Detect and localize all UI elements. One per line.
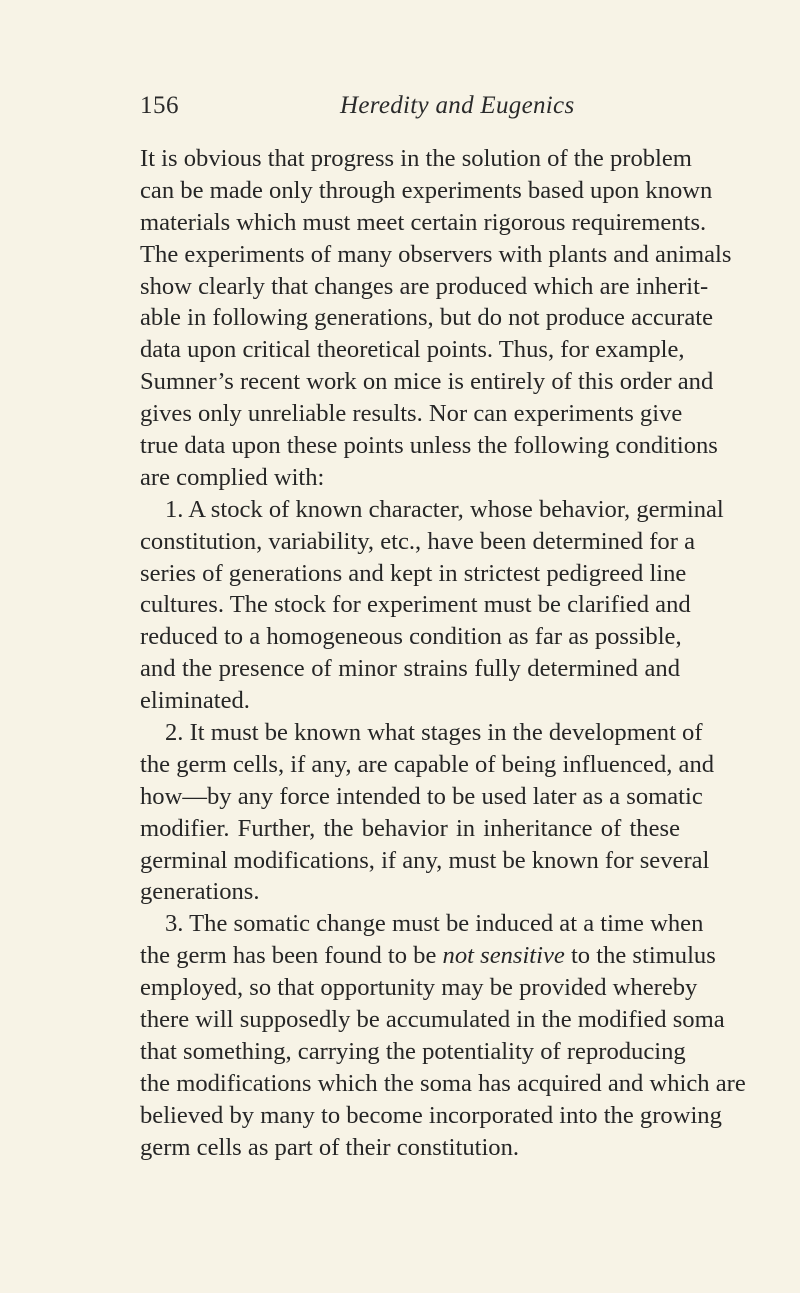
running-head	[140, 92, 680, 132]
text-line: can be made only through experiments based upon known	[140, 176, 713, 204]
italic-phrase: not sensitive	[442, 942, 565, 970]
body-text	[140, 143, 746, 1164]
page-number: 156	[140, 92, 179, 119]
text-line: how—by any force intended to be used later as a somatic	[140, 782, 703, 810]
text-segment: the germ has been found to be	[140, 942, 443, 970]
text-line: data upon critical theoretical points. Thus, for example,	[140, 336, 685, 364]
text-line: germinal modifications, if any, must be known for several	[140, 846, 710, 874]
list-item-3-line: 3. The somatic change must be induced at a time when	[165, 910, 704, 938]
text-line: gives only unreliable results. Nor can experiments give	[140, 400, 683, 428]
list-item-2-line: 2. It must be known what stages in the development of	[165, 719, 703, 747]
text-line: able in following generations, but do not produce accurate	[140, 304, 713, 332]
text-line: reduced to a homogeneous condition as far as possible,	[140, 623, 682, 651]
running-title: Heredity and Eugenics	[340, 92, 575, 119]
text-segment: to the stimulus	[564, 942, 716, 970]
text-line-with-italic	[140, 940, 716, 972]
text-line: are complied with:	[140, 463, 325, 491]
text-line: modifier. Further, the behavior in inheritance of these	[140, 814, 680, 842]
list-item-1-line: 1. A stock of known character, whose behavior, germinal	[165, 495, 724, 523]
text-line: eliminated.	[140, 687, 250, 715]
text-line: generations.	[140, 878, 260, 906]
text-line: cultures. The stock for experiment must be clarified and	[140, 591, 691, 619]
text-line: show clearly that changes are produced which are inherit-	[140, 272, 709, 300]
text-line: believed by many to become incorporated into the growing	[140, 1101, 722, 1129]
text-line: there will supposedly be accumulated in the modified soma	[140, 1006, 725, 1034]
text-line: true data upon these points unless the following conditions	[140, 432, 718, 460]
text-line: germ cells as part of their constitution.	[140, 1133, 520, 1161]
text-line: The experiments of many observers with plants and animals	[140, 240, 732, 268]
text-line: series of generations and kept in strictest pedigreed line	[140, 559, 687, 587]
text-line: constitution, variability, etc., have been determined for a	[140, 527, 695, 555]
text-line: Sumner’s recent work on mice is entirely of this order and	[140, 368, 714, 396]
text-line: the modifications which the soma has acquired and which are	[140, 1069, 746, 1097]
text-line: materials which must meet certain rigorous requirements.	[140, 208, 707, 236]
text-line: that something, carrying the potentiality of reproducing	[140, 1037, 686, 1065]
text-line: It is obvious that progress in the solution of the problem	[140, 145, 692, 172]
text-line: employed, so that opportunity may be provided whereby	[140, 974, 698, 1002]
text-line: and the presence of minor strains fully determined and	[140, 655, 680, 683]
text-line: the germ cells, if any, are capable of being influenced, and	[140, 750, 715, 778]
